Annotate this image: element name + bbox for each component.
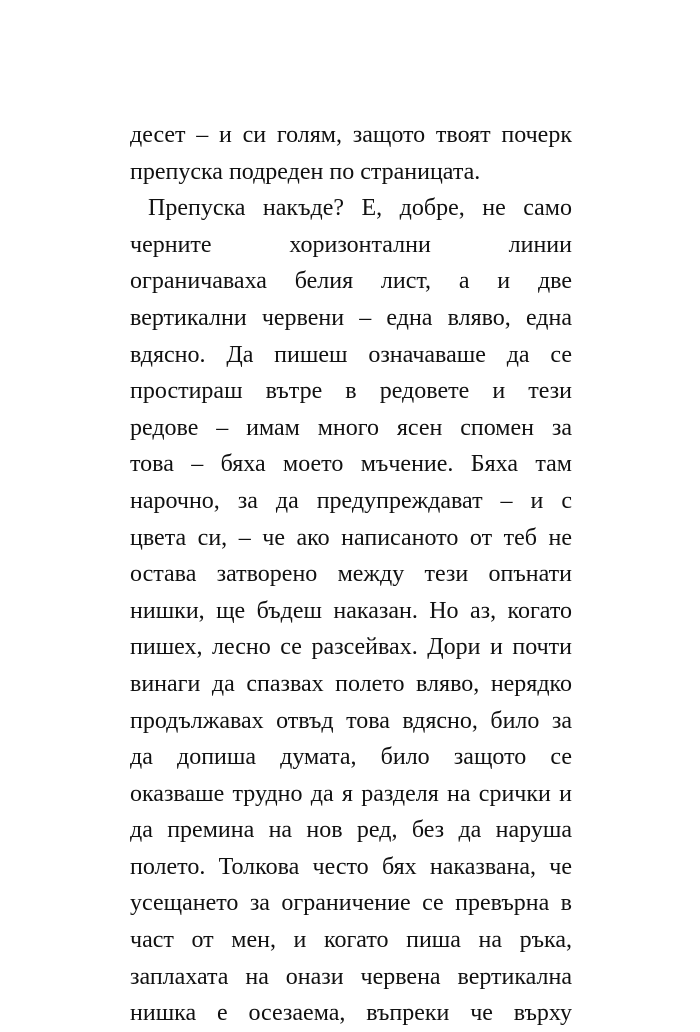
text-line: черните хоризонтални линии [130,231,572,258]
text-line: остава затворено между тези опънати [130,561,572,588]
text-line: вдясно. Да пишеш означаваше да се [130,341,572,368]
text-line: усещането за ограничение се превърна в [130,890,572,917]
text-line: да премина на нов ред, без да наруша [130,817,572,844]
text-line: десет – и си голям, защото твоят почерк [130,122,572,148]
text-line: нишки, ще бъдеш наказан. Но аз, когато [130,597,572,624]
paragraph-first-line: Препуска накъде? Е, добре, не само [148,195,572,222]
text-line: полето. Толкова често бях наказвана, че [130,853,572,880]
text-line: редове – имам много ясен спомен за [130,414,572,441]
text-line: винаги да спазвах полето вляво, нерядко [130,670,572,697]
text-line: част от мен, и когато пиша на ръка, [130,927,572,954]
text-line: продължавах отвъд това вдясно, било за [130,707,572,734]
text-line: това – бяха моето мъчение. Бяха там [130,451,572,478]
text-line: нарочно, за да предупреждават – и с [130,487,572,514]
body-text [130,117,572,1032]
text-line: препуска подреден по страницата. [130,158,481,185]
text-line: нишка е осезаема, въпреки че върху [130,1000,572,1027]
text-line: ограничаваха белия лист, а и две [130,268,572,295]
text-line: пишех, лесно се разсейвах. Дори и почти [130,634,572,661]
text-line: цвета си, – че ако написаното от теб не [130,524,572,551]
text-line: заплахата на онази червена вертикална [130,963,572,990]
text-line: да допиша думата, било защото се [130,744,572,771]
text-line: оказваше трудно да я разделя на срички и [130,780,572,807]
text-line: вертикални червени – една вляво, една [130,304,572,331]
text-line: простираш вътре в редовете и тези [130,378,572,405]
